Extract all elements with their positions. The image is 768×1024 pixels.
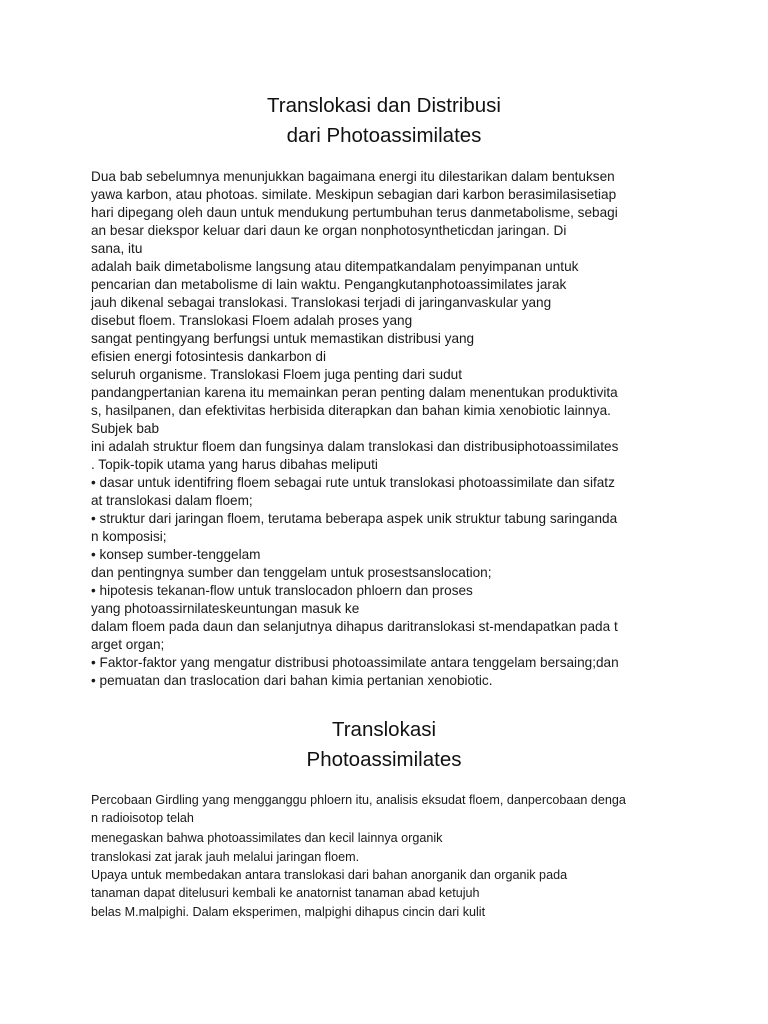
text-line: n komposisi; [91,529,167,544]
section-1-title [0,91,768,151]
text-line: pandangpertanian karena itu memainkan peran penting dalam menentukan produktivita [91,385,618,400]
text-line: yawa karbon, atau photoas. similate. Meskipun sebagian dari karbon berasimilasisetiap [91,187,617,202]
text-line: arget organ; [91,637,165,652]
text-line: tanaman dapat ditelusuri kembali ke anatornist tanaman abad ketujuh [91,886,480,900]
text-line: at translokasi dalam floem; [91,493,253,508]
text-line: Percobaan Girdling yang mengganggu phloern itu, analisis eksudat floem, danpercobaan denga [91,793,626,807]
section-1-title-line: Translokasi dan Distribusi [267,94,501,117]
section-2-title-line: Photoassimilates [306,748,462,771]
text-line: ini adalah struktur floem dan fungsinya dalam translokasi dan distribusiphotoassimilates [91,439,619,454]
text-line: sangat pentingyang berfungsi untuk memastikan distribusi yang [91,331,475,346]
text-line: dalam floem pada daun dan selanjutnya dihapus daritranslokasi st-mendapatkan pada t [91,619,618,634]
text-line: n radioisotop telah [91,811,194,825]
text-line: efisien energi fotosintesis dankarbon di [91,349,327,364]
text-line: s, hasilpanen, dan efektivitas herbisida diterapkan dan bahan kimia xenobiotic lainnya. [91,403,611,418]
text-line: . Topik-topik utama yang harus dibahas meliputi [91,457,378,472]
text-line: translokasi zat jarak jauh melalui jaringan floem. [91,850,360,864]
section-1-title-line: dari Photoassimilates [286,124,482,147]
bullet-line: • hipotesis tekanan-flow untuk translocadon phloern dan proses [91,583,473,598]
text-line: yang photoassirnilateskeuntungan masuk ke [91,601,360,616]
text-line: seluruh organisme. Translokasi Floem juga penting dari sudut [91,367,463,382]
text-line: Upaya untuk membedakan antara translokasi dari bahan anorganik dan organik pada [91,868,568,882]
text-line: Subjek bab [91,421,160,436]
section-2-title-line: Translokasi [331,718,437,741]
bullet-line: • Faktor-faktor yang mengatur distribusi photoassimilate antara tenggelam bersaing;dan [91,655,619,670]
text-line: Dua bab sebelumnya menunjukkan bagaimana energi itu dilestarikan dalam bentuksen [91,169,615,184]
bullet-line: • konsep sumber-tenggelam [91,547,261,562]
bullet-line: • pemuatan dan traslocation dari bahan kimia pertanian xenobiotic. [91,673,493,688]
text-line: sana, itu [91,241,143,256]
text-line: hari dipegang oleh daun untuk mendukung pertumbuhan terus danmetabolisme, sebagi [91,205,618,220]
text-line: adalah baik dimetabolisme langsung atau ditempatkandalam penyimpanan untuk [91,259,579,274]
bullet-line: • dasar untuk identifring floem sebagai rute untuk translokasi photoassimilate dan sifatz [91,475,615,490]
bullet-line: • struktur dari jaringan floem, terutama beberapa aspek unik struktur tabung saringanda [91,511,618,526]
text-line: menegaskan bahwa photoassimilates dan kecil lainnya organik [91,831,443,845]
text-line: pencarian dan metabolisme di lain waktu. Pengangkutanphotoassimilates jarak [91,277,567,292]
section-2-title [0,715,768,775]
text-line: disebut floem. Translokasi Floem adalah proses yang [91,313,413,328]
text-line: belas M.malpighi. Dalam eksperimen, malpighi dihapus cincin dari kulit [91,905,486,919]
text-line: dan pentingnya sumber dan tenggelam untuk prosestsanslocation; [91,565,492,580]
text-line: an besar diekspor keluar dari daun ke organ nonphotosyntheticdan jaringan. Di [91,223,567,238]
text-line: jauh dikenal sebagai translokasi. Translokasi terjadi di jaringanvaskular yang [91,295,552,310]
